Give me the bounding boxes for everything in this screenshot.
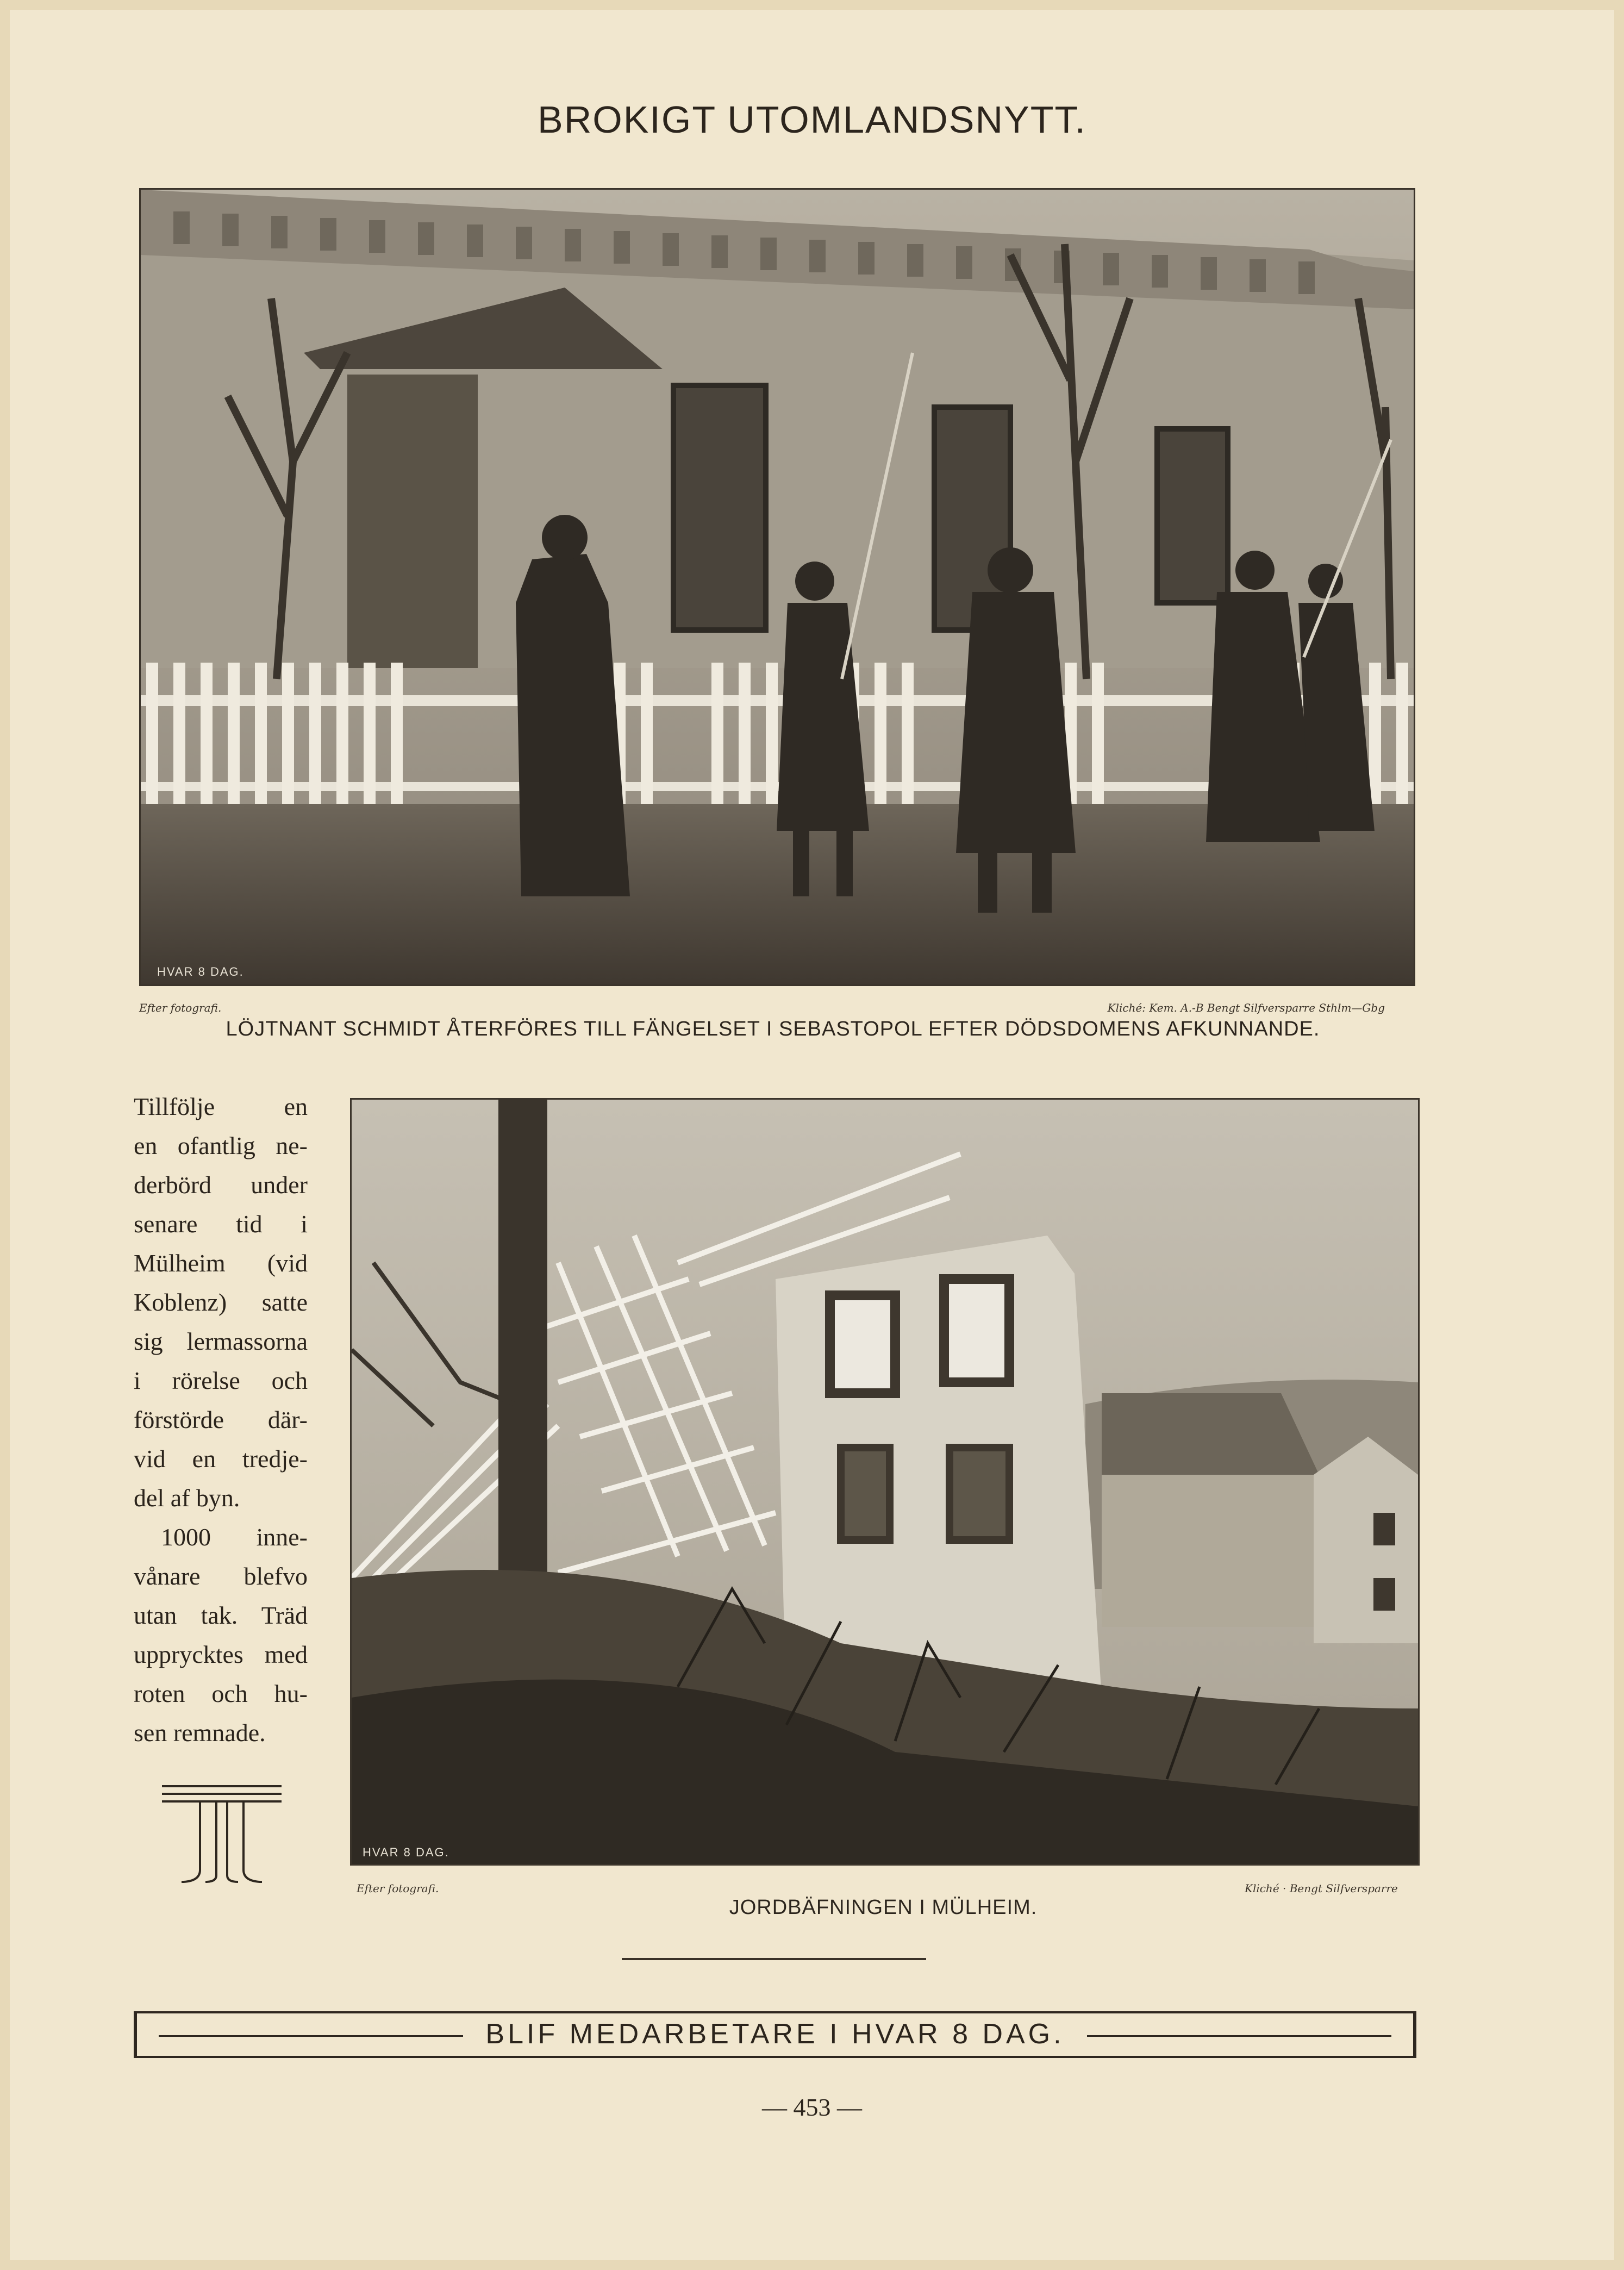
photo-schmidt-escort-image xyxy=(141,190,1414,984)
photo-credit-right: Kliché · Bengt Silfversparre xyxy=(1245,1882,1398,1895)
article-line: vid en tredje- xyxy=(134,1445,308,1473)
page-number: — 453 — xyxy=(762,2093,862,2121)
subscription-banner xyxy=(134,2011,1416,2058)
article-line: upprycktes med xyxy=(134,1641,308,1668)
photo-watermark: HVAR 8 DAG. xyxy=(157,965,244,978)
photo-mulheim-earthquake xyxy=(350,1098,1420,1866)
article-line: Koblenz) satte xyxy=(134,1288,308,1316)
article-line: senare tid i xyxy=(134,1210,308,1238)
article-line: utan tak. Träd xyxy=(134,1601,308,1629)
banner-text: BLIF MEDARBETARE I HVAR 8 DAG. xyxy=(485,2018,1065,2050)
article-line: vånare blefvo xyxy=(134,1562,308,1590)
photo-caption-schmidt: LÖJTNANT SCHMIDT ÅTERFÖRES TILL FÄNGELSET I SEBASTOPOL EFTER DÖDSDOMENS AFKUNNANDE. xyxy=(226,1018,1320,1040)
section-divider xyxy=(622,1958,926,1960)
photo-caption-mulheim: JORDBÄFNINGEN I MÜLHEIM. xyxy=(729,1896,1038,1919)
article-line: 1000 inne- xyxy=(161,1523,308,1551)
article-line: derbörd under xyxy=(134,1171,308,1199)
photo-mulheim-earthquake-image xyxy=(352,1100,1418,1864)
article-line: Tillfölje en xyxy=(134,1093,308,1120)
page-header-title: BROKIGT UTOMLANDSNYTT. xyxy=(538,98,1086,141)
photo-credit-left: Efter fotografi. xyxy=(139,1001,222,1014)
photo-schmidt-escort xyxy=(139,188,1415,986)
article-line: Mülheim (vid xyxy=(134,1249,308,1277)
article-line: förstörde där- xyxy=(134,1406,308,1433)
photo-credit-left: Efter fotografi. xyxy=(357,1882,439,1895)
article-body xyxy=(134,1087,308,1753)
article-line: roten och hu- xyxy=(134,1680,308,1707)
column-ornament xyxy=(162,1783,282,1892)
photo-credit-right: Kliché: Kem. A.-B Bengt Silfversparre Sthlm—Gbg xyxy=(1107,1001,1385,1014)
article-line: i rörelse och xyxy=(134,1367,308,1394)
article-line: del af byn. xyxy=(134,1484,240,1512)
photo-watermark: HVAR 8 DAG. xyxy=(363,1845,449,1859)
article-line: sig lermassorna xyxy=(134,1327,308,1355)
article-line: sen remnade. xyxy=(134,1719,266,1747)
article-line: en ofantlig ne- xyxy=(134,1132,308,1159)
